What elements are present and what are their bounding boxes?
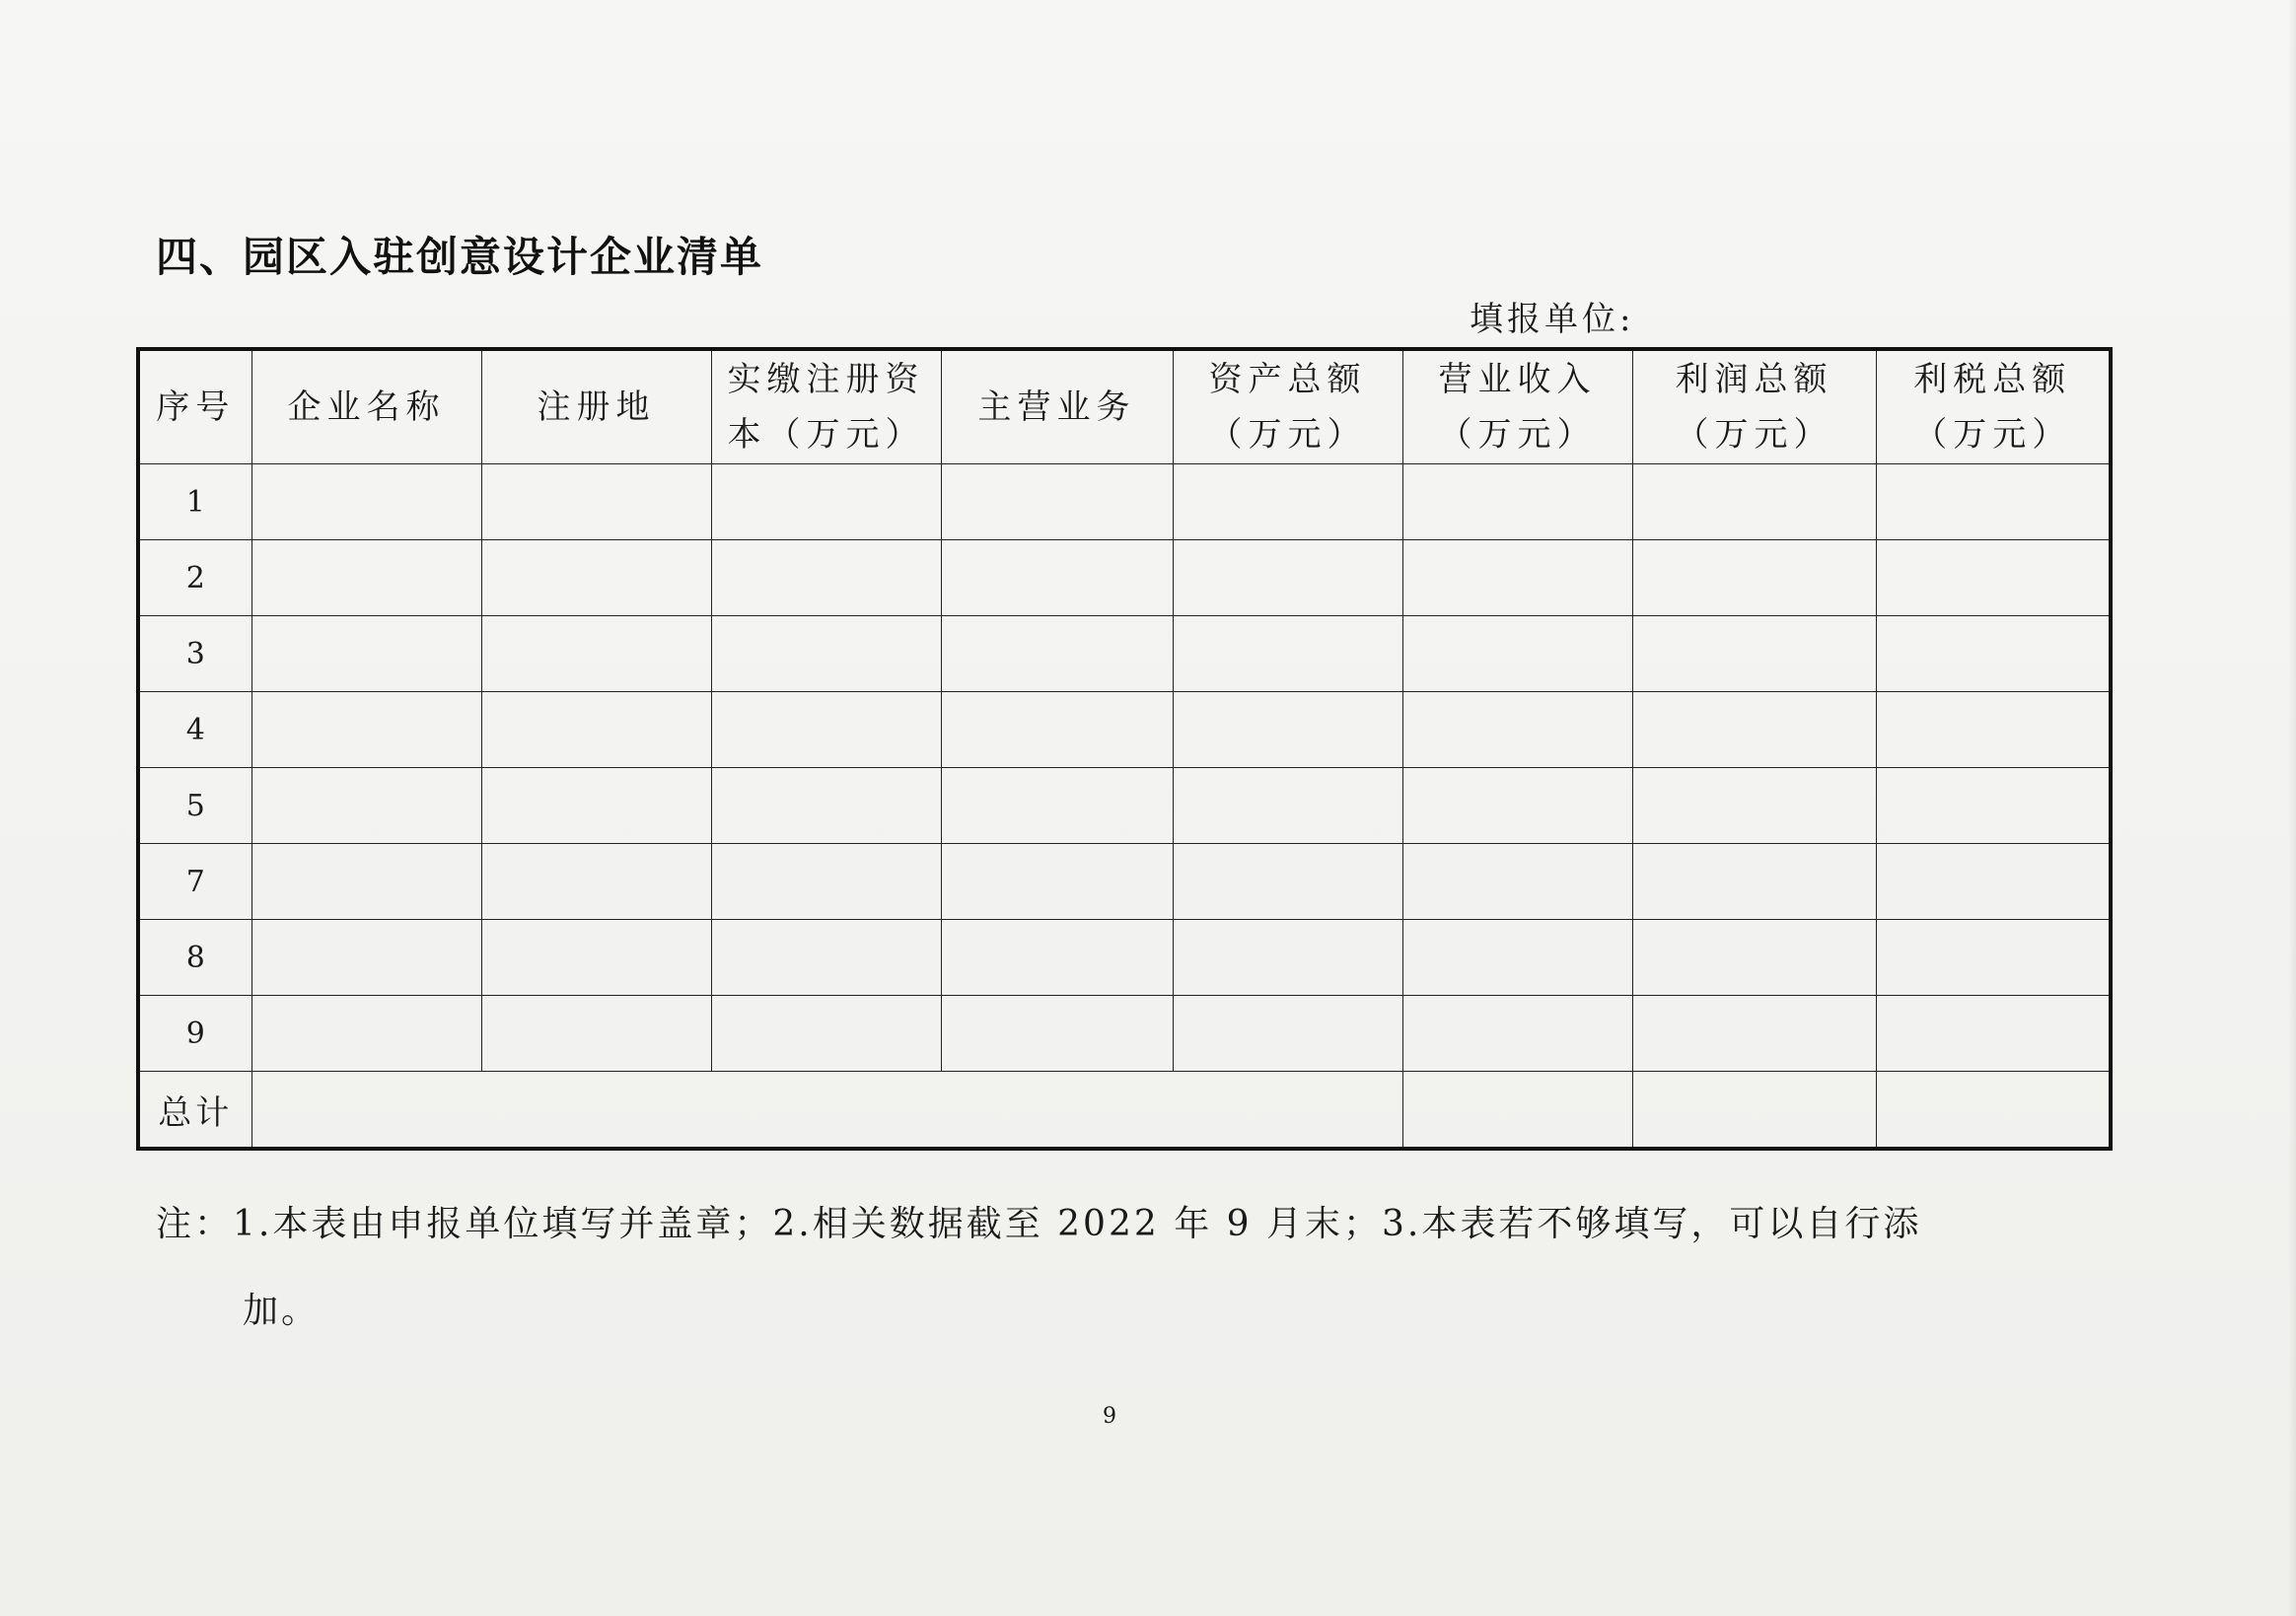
cell-main-business[interactable] bbox=[941, 692, 1173, 768]
cell-registered-place[interactable] bbox=[481, 616, 711, 692]
row-number: 9 bbox=[138, 996, 251, 1072]
section-title: 四、园区入驻创意设计企业清单 bbox=[156, 233, 764, 281]
table-row bbox=[138, 920, 2111, 996]
header-revenue: 营业收入 （万元） bbox=[1402, 349, 1632, 464]
cell-total-assets[interactable] bbox=[1173, 768, 1402, 844]
cell-total-merged bbox=[251, 1072, 1402, 1150]
cell-revenue[interactable] bbox=[1402, 616, 1632, 692]
cell-paid-capital[interactable] bbox=[711, 616, 941, 692]
table-row bbox=[138, 996, 2111, 1072]
cell-revenue[interactable] bbox=[1402, 844, 1632, 920]
cell-paid-capital[interactable] bbox=[711, 996, 941, 1072]
cell-main-business[interactable] bbox=[941, 996, 1173, 1072]
cell-paid-capital[interactable] bbox=[711, 464, 941, 540]
table-row bbox=[138, 692, 2111, 768]
row-number: 5 bbox=[138, 768, 251, 844]
row-number: 1 bbox=[138, 464, 251, 540]
cell-main-business[interactable] bbox=[941, 540, 1173, 616]
footnote-line-1: 注：1.本表由申报单位填写并盖章；2.相关数据截至 2022 年 9 月末；3.本表若不够填写，可以自行添 bbox=[156, 1204, 1922, 1244]
cell-total-tax-profit[interactable] bbox=[1876, 844, 2111, 920]
cell-total-tax-profit[interactable] bbox=[1876, 464, 2111, 540]
cell-paid-capital[interactable] bbox=[711, 920, 941, 996]
cell-company-name[interactable] bbox=[251, 464, 481, 540]
cell-revenue[interactable] bbox=[1402, 920, 1632, 996]
header-total-tax-profit: 利税总额 （万元） bbox=[1876, 349, 2111, 464]
cell-total-tax-profit[interactable] bbox=[1876, 616, 2111, 692]
table-row bbox=[138, 540, 2111, 616]
table-row bbox=[138, 768, 2111, 844]
cell-total-revenue[interactable] bbox=[1402, 1072, 1632, 1150]
cell-revenue[interactable] bbox=[1402, 692, 1632, 768]
cell-total-tax-profit[interactable] bbox=[1876, 768, 2111, 844]
cell-total-profit[interactable] bbox=[1632, 464, 1876, 540]
page-number: 9 bbox=[1103, 1404, 1116, 1429]
total-label: 总计 bbox=[138, 1072, 251, 1150]
header-paid-capital: 实缴注册资 本（万元） bbox=[711, 349, 941, 464]
cell-paid-capital[interactable] bbox=[711, 540, 941, 616]
header-total-assets: 资产总额 （万元） bbox=[1173, 349, 1402, 464]
cell-total-assets[interactable] bbox=[1173, 464, 1402, 540]
row-number: 4 bbox=[138, 692, 251, 768]
cell-registered-place[interactable] bbox=[481, 768, 711, 844]
cell-total-profit[interactable] bbox=[1632, 996, 1876, 1072]
scan-edge-shadow bbox=[2288, 0, 2296, 1616]
cell-total-assets[interactable] bbox=[1173, 844, 1402, 920]
cell-total-profit[interactable] bbox=[1632, 768, 1876, 844]
cell-total-tax-profit[interactable] bbox=[1876, 920, 2111, 996]
cell-total-profit[interactable] bbox=[1632, 616, 1876, 692]
cell-total-assets[interactable] bbox=[1173, 920, 1402, 996]
header-total-profit: 利润总额 （万元） bbox=[1632, 349, 1876, 464]
cell-revenue[interactable] bbox=[1402, 540, 1632, 616]
cell-total-tax-profit[interactable] bbox=[1876, 540, 2111, 616]
footnote bbox=[156, 1181, 2128, 1355]
cell-paid-capital[interactable] bbox=[711, 844, 941, 920]
cell-total-tax-profit-sum[interactable] bbox=[1876, 1072, 2111, 1150]
cell-main-business[interactable] bbox=[941, 920, 1173, 996]
row-number: 8 bbox=[138, 920, 251, 996]
cell-total-assets[interactable] bbox=[1173, 616, 1402, 692]
cell-paid-capital[interactable] bbox=[711, 692, 941, 768]
cell-company-name[interactable] bbox=[251, 996, 481, 1072]
table-header-row bbox=[138, 349, 2111, 464]
cell-total-assets[interactable] bbox=[1173, 692, 1402, 768]
cell-main-business[interactable] bbox=[941, 844, 1173, 920]
cell-revenue[interactable] bbox=[1402, 996, 1632, 1072]
fill-unit-label: 填报单位: bbox=[1470, 300, 1635, 339]
table-row bbox=[138, 844, 2111, 920]
cell-registered-place[interactable] bbox=[481, 692, 711, 768]
cell-company-name[interactable] bbox=[251, 692, 481, 768]
cell-total-tax-profit[interactable] bbox=[1876, 996, 2111, 1072]
header-main-business: 主营业务 bbox=[941, 349, 1173, 464]
cell-paid-capital[interactable] bbox=[711, 768, 941, 844]
cell-total-profit[interactable] bbox=[1632, 844, 1876, 920]
cell-registered-place[interactable] bbox=[481, 844, 711, 920]
enterprise-list-table bbox=[136, 347, 2113, 1151]
cell-registered-place[interactable] bbox=[481, 540, 711, 616]
table-row bbox=[138, 464, 2111, 540]
cell-revenue[interactable] bbox=[1402, 464, 1632, 540]
cell-total-tax-profit[interactable] bbox=[1876, 692, 2111, 768]
cell-main-business[interactable] bbox=[941, 768, 1173, 844]
cell-total-profit-sum[interactable] bbox=[1632, 1072, 1876, 1150]
cell-main-business[interactable] bbox=[941, 464, 1173, 540]
cell-registered-place[interactable] bbox=[481, 920, 711, 996]
cell-registered-place[interactable] bbox=[481, 464, 711, 540]
cell-total-profit[interactable] bbox=[1632, 540, 1876, 616]
cell-total-profit[interactable] bbox=[1632, 692, 1876, 768]
header-seq: 序号 bbox=[138, 349, 251, 464]
cell-revenue[interactable] bbox=[1402, 768, 1632, 844]
row-number: 7 bbox=[138, 844, 251, 920]
cell-company-name[interactable] bbox=[251, 616, 481, 692]
table-row bbox=[138, 616, 2111, 692]
cell-company-name[interactable] bbox=[251, 920, 481, 996]
cell-company-name[interactable] bbox=[251, 768, 481, 844]
row-number: 3 bbox=[138, 616, 251, 692]
header-company-name: 企业名称 bbox=[251, 349, 481, 464]
cell-total-assets[interactable] bbox=[1173, 540, 1402, 616]
cell-total-profit[interactable] bbox=[1632, 920, 1876, 996]
footnote-line-2: 加。 bbox=[243, 1291, 321, 1331]
cell-registered-place[interactable] bbox=[481, 996, 711, 1072]
header-registered-place: 注册地 bbox=[481, 349, 711, 464]
cell-total-assets[interactable] bbox=[1173, 996, 1402, 1072]
cell-company-name[interactable] bbox=[251, 540, 481, 616]
cell-main-business[interactable] bbox=[941, 616, 1173, 692]
table-total-row bbox=[138, 1072, 2111, 1150]
row-number: 2 bbox=[138, 540, 251, 616]
cell-company-name[interactable] bbox=[251, 844, 481, 920]
